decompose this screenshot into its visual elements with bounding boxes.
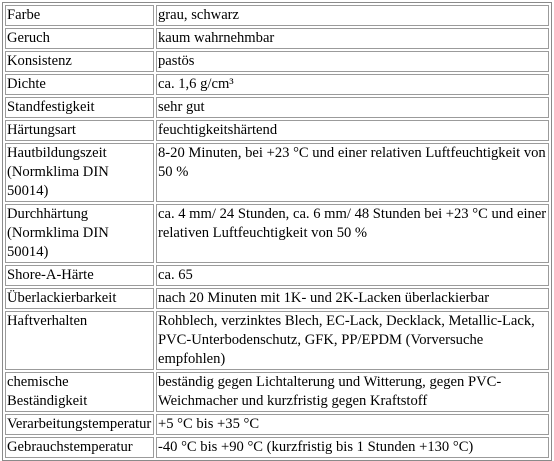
property-name: Härtungsart [5, 120, 154, 141]
property-value: grau, schwarz [156, 5, 549, 26]
property-name: Standfestigkeit [5, 97, 154, 118]
property-value: +5 °C bis +35 °C [156, 414, 549, 435]
table-row [5, 28, 549, 49]
property-value: sehr gut [156, 97, 549, 118]
property-value: ca. 4 mm/ 24 Stunden, ca. 6 mm/ 48 Stunden bei +23 °C und einer relativen Luftfeuchtigkeit von 50 % [156, 204, 549, 263]
table-row [5, 437, 549, 458]
table-row [5, 414, 549, 435]
table-row [5, 311, 549, 370]
property-value: Rohblech, verzinktes Blech, EC-Lack, Decklack, Metallic-Lack, PVC-Unterbodenschutz, GFK, PP/EPDM (Vorversuche empfohlen) [156, 311, 549, 370]
property-value: kaum wahrnehmbar [156, 28, 549, 49]
property-name: Verarbeitungstemperatur [5, 414, 154, 435]
property-value: ca. 65 [156, 265, 549, 286]
property-value: nach 20 Minuten mit 1K- und 2K-Lacken überlackierbar [156, 288, 549, 309]
property-name: Dichte [5, 74, 154, 95]
table-row [5, 5, 549, 26]
property-name: Farbe [5, 5, 154, 26]
property-name: Geruch [5, 28, 154, 49]
property-value: feuchtigkeitshärtend [156, 120, 549, 141]
property-value: -40 °C bis +90 °C (kurzfristig bis 1 Stunden +130 °C) [156, 437, 549, 458]
table-row [5, 372, 549, 412]
table-row [5, 120, 549, 141]
table-row [5, 51, 549, 72]
properties-table [2, 2, 552, 461]
table-row [5, 74, 549, 95]
property-name: Gebrauchstemperatur [5, 437, 154, 458]
table-row [5, 97, 549, 118]
table-row [5, 204, 549, 263]
property-name: Haftverhalten [5, 311, 154, 370]
property-name: Durchhärtung (Normklima DIN 50014) [5, 204, 154, 263]
property-name: Konsistenz [5, 51, 154, 72]
property-name: Hautbildungszeit (Normklima DIN 50014) [5, 143, 154, 202]
property-value: 8-20 Minuten, bei +23 °C und einer relativen Luftfeuchtigkeit von 50 % [156, 143, 549, 202]
property-name: Überlackierbarkeit [5, 288, 154, 309]
property-value: beständig gegen Lichtalterung und Witterung, gegen PVC-Weichmacher und kurzfristig gegen Kraftstoff [156, 372, 549, 412]
table-row [5, 288, 549, 309]
property-name: Shore-A-Härte [5, 265, 154, 286]
property-name: chemische Beständigkeit [5, 372, 154, 412]
property-value: ca. 1,6 g/cm³ [156, 74, 549, 95]
property-value: pastös [156, 51, 549, 72]
table-row [5, 265, 549, 286]
table-row [5, 143, 549, 202]
